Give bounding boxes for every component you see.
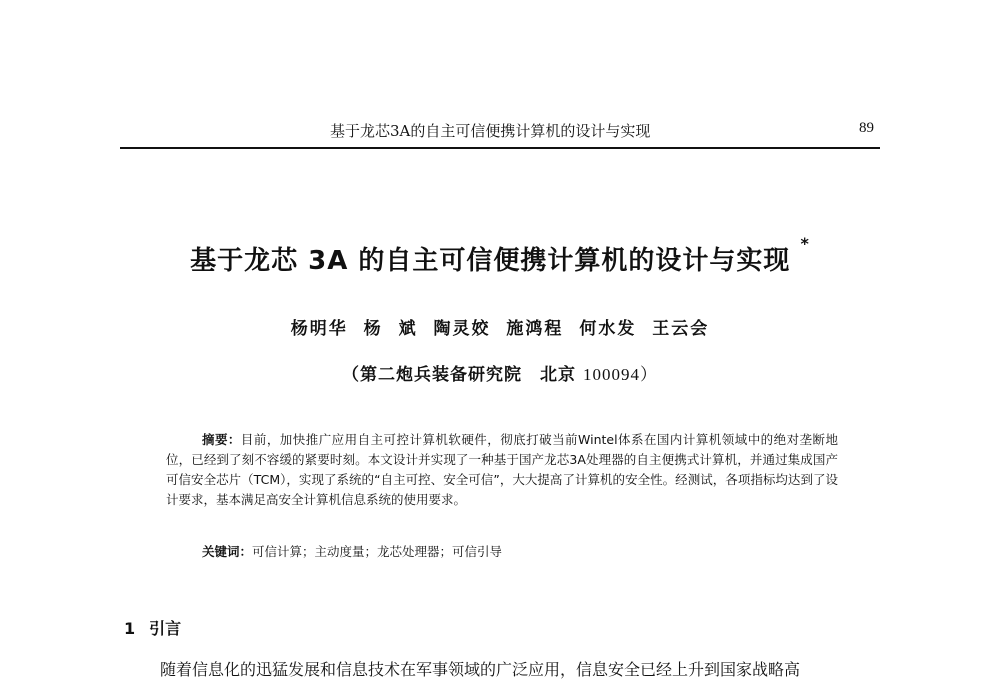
author: 陶灵姣 bbox=[433, 319, 491, 339]
paper-title-text: 基于龙芯 3A 的自主可信便携计算机的设计与实现 bbox=[190, 246, 791, 276]
running-title: 基于龙芯3A的自主可信便携计算机的设计与实现 bbox=[330, 122, 651, 140]
keywords-label: 关键词： bbox=[202, 544, 253, 559]
paper-title bbox=[0, 234, 1000, 277]
abstract bbox=[166, 430, 838, 510]
author: 王云会 bbox=[652, 319, 710, 339]
author: 施鸿程 bbox=[506, 319, 564, 339]
section-title: 引言 bbox=[149, 619, 182, 638]
section-heading bbox=[124, 616, 181, 639]
author: 杨 斌 bbox=[363, 319, 418, 339]
postal-code: 100094） bbox=[582, 365, 658, 384]
keywords-text: 可信计算；主动度量；龙芯处理器；可信引导 bbox=[252, 544, 503, 559]
running-header bbox=[120, 118, 880, 148]
keywords bbox=[202, 542, 502, 560]
abstract-label: 摘要： bbox=[202, 432, 241, 447]
section-number: 1 bbox=[124, 619, 136, 638]
body-paragraph: 随着信息化的迅猛发展和信息技术在军事领域的广泛应用，信息安全已经上升到国家战略高 bbox=[160, 660, 801, 679]
header-rule bbox=[120, 147, 880, 149]
abstract-text: 目前，加快推广应用自主可控计算机软硬件，彻底打破当前Wintel体系在国内计算机领域中的绝对垄断地位，已经到了刻不容缓的紧要时刻。本文设计并实现了一种基于国产龙芯3A处理器的自主便携式计算机，并通过集成国产可信安全芯片（TCM），实现了系统的“自主可控、安全可信”，大大提高了计算机的安全性。经测试，各项指标均达到了设计要求，基本满足高安全计算机信息系统的使用要求。 bbox=[166, 432, 838, 507]
author: 何水发 bbox=[579, 319, 637, 339]
footnote-mark: * bbox=[800, 234, 810, 253]
affiliation bbox=[0, 360, 1000, 385]
author: 杨明华 bbox=[290, 319, 348, 339]
author-list bbox=[0, 314, 1000, 339]
page-number: 89 bbox=[859, 120, 874, 136]
affiliation-name: （第二炮兵装备研究院 北京 bbox=[342, 365, 577, 385]
